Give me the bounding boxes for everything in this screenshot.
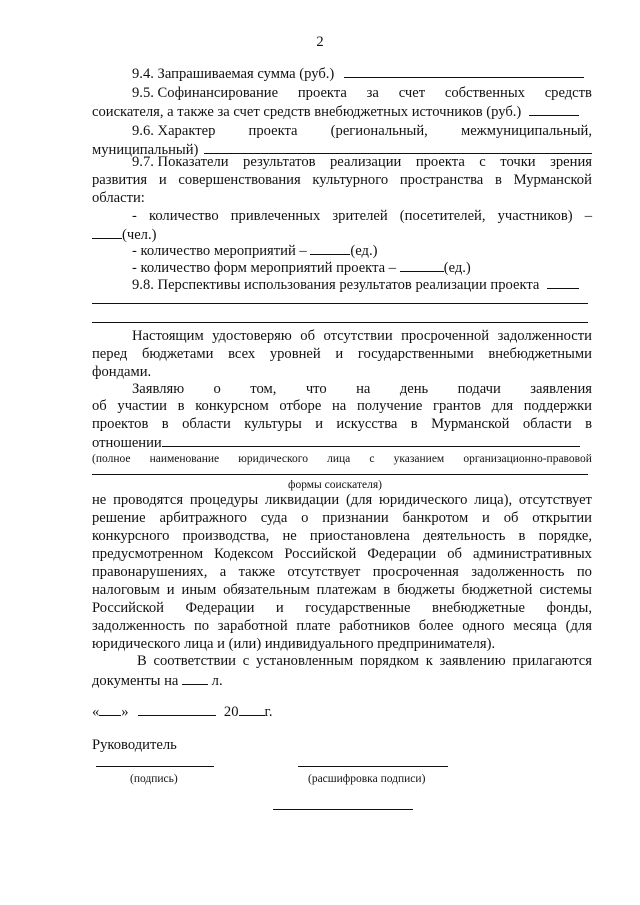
declare-l6: налоговым и иным обязательным платежам в бюджеты бюджетной системы — [92, 582, 592, 598]
item-9-8: 9.8. Перспективы использования результатов реализации проекта — [132, 275, 579, 294]
item-9-6-line1: 9.6. Характер проекта (региональный, межмуниципальный, — [132, 123, 592, 139]
attachments-line2: документы на л. — [92, 673, 223, 689]
declare-l4: предусмотренном Кодексом Российской Федерации об административных — [92, 546, 592, 562]
declare-line4: отношении — [92, 433, 580, 452]
prospects-line-2[interactable] — [92, 303, 588, 304]
item-9-7-line1: 9.7. Показатели результатов реализации проекта с точки зрения — [132, 154, 592, 170]
declare-l9: юридического лица и (или) индивидуального предпринимателя). — [92, 636, 496, 652]
item-9-7-line2: развития и совершенствования культурного пространства в Мурманской — [92, 172, 592, 188]
bottom-line — [273, 809, 413, 810]
signature-decode-field[interactable] — [298, 766, 448, 767]
year-field[interactable] — [239, 702, 265, 716]
events-line: - количество мероприятий – (ед.) — [132, 243, 378, 259]
item-9-5-line1: 9.5. Софинансирование проекта за счет собственных средств — [132, 85, 592, 101]
declare-l1: не проводятся процедуры ликвидации (для юридического лица), отсутствует — [92, 492, 592, 508]
declare-l2: решение арбитражного суда о признании банкротом и об открытии — [92, 510, 592, 526]
item-9-5-line2: соискателя, а также за счет средств внебюджетных источников (руб.) — [92, 102, 579, 121]
day-field[interactable] — [99, 702, 121, 716]
organization-name-line-2[interactable] — [92, 474, 588, 475]
organization-name-field[interactable] — [162, 433, 580, 447]
forms-field[interactable] — [400, 258, 444, 272]
events-field[interactable] — [310, 241, 350, 255]
item-9-4 — [132, 64, 584, 83]
declare-line2: об участии в конкурсном отборе на получение грантов для поддержки — [92, 398, 592, 414]
item-9-6-line2: муниципальный) — [92, 140, 592, 159]
declare-line3: проектов в области культуры и искусства в Мурманской области в — [92, 416, 592, 432]
declare-l3: конкурсного производства, не приостановлена деятельность в порядке, — [92, 528, 592, 544]
attachments-line1: В соответствии с установленным порядком к заявлению прилагаются — [137, 653, 592, 669]
declare-line1: Заявляю о том, что на день подачи заявления — [132, 381, 592, 397]
declare-l8: задолженность по заработной плате работников более одного месяца (для — [92, 618, 592, 634]
page-number: 2 — [316, 34, 324, 50]
certify-line3: фондами. — [92, 364, 152, 380]
cofinancing-field[interactable] — [529, 102, 579, 116]
signature-decode-caption: (расшифровка подписи) — [308, 773, 426, 785]
organization-hint-line1: (полное наименование юридического лица с указанием организационно-правовой — [92, 453, 592, 465]
project-type-field[interactable] — [204, 140, 592, 154]
signature-caption: (подпись) — [130, 773, 178, 785]
item-9-4-label: 9.4. Запрашиваемая сумма (руб.) — [132, 66, 335, 82]
organization-hint-line2: формы соискателя) — [288, 479, 382, 491]
prospects-line-3[interactable] — [92, 322, 588, 323]
signature-field[interactable] — [96, 766, 214, 767]
date-line: « » 20 г. — [92, 704, 273, 720]
month-field[interactable] — [138, 702, 216, 716]
signature-title: Руководитель — [92, 737, 177, 753]
declare-l5: правонарушениях, а также отсутствует просроченная задолженность по — [92, 564, 592, 580]
prospects-field-start[interactable] — [547, 275, 579, 289]
viewers-field[interactable] — [92, 225, 122, 239]
pages-count-field[interactable] — [182, 671, 208, 685]
amount-field[interactable] — [344, 64, 584, 78]
certify-line2: перед бюджетами всех уровней и государственными внебюджетными — [92, 346, 592, 362]
certify-line1: Настоящим удостоверяю об отсутствии просроченной задолженности — [132, 328, 592, 344]
declare-l7: Российской Федерации и государственные внебюджетные фонды, — [92, 600, 592, 616]
viewers-value-line: (чел.) — [92, 225, 156, 244]
viewers-line: - количество привлеченных зрителей (посетителей, участников) – — [132, 208, 592, 224]
forms-line: - количество форм мероприятий проекта – (ед.) — [132, 260, 471, 276]
item-9-7-line3: области: — [92, 190, 145, 206]
